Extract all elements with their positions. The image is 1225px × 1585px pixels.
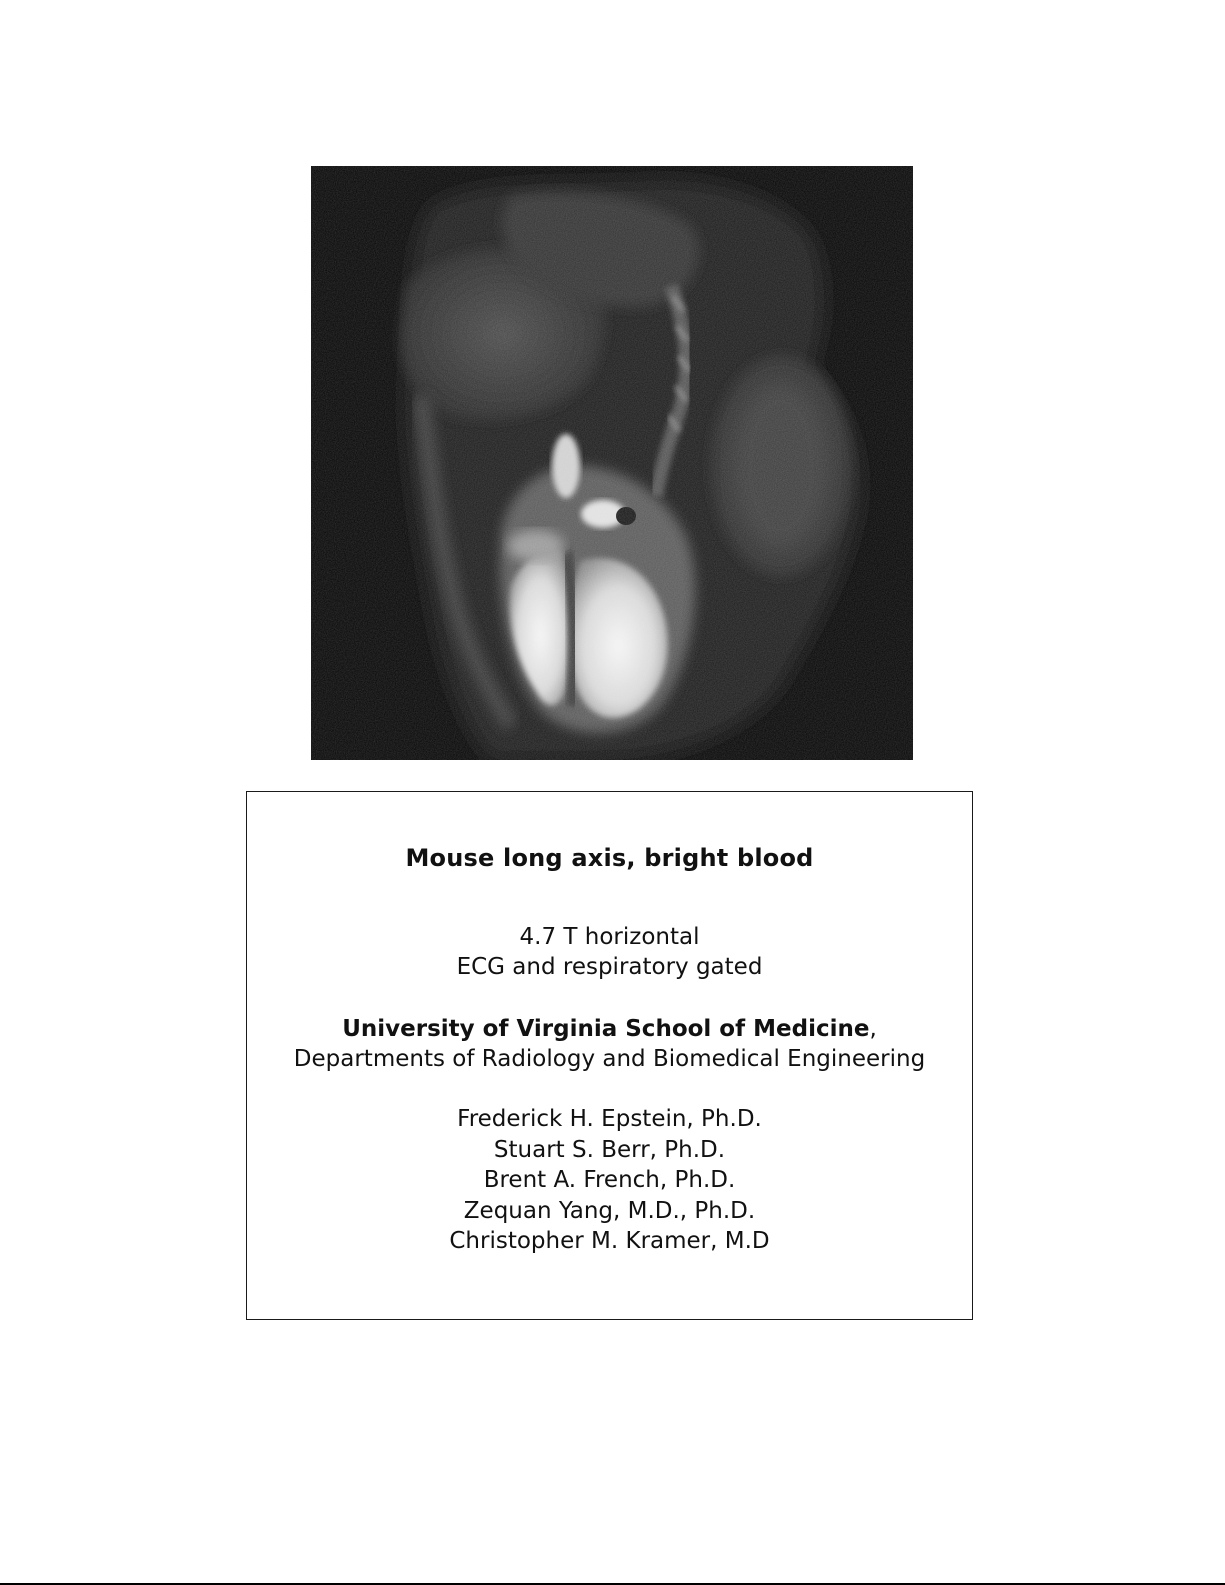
author-item: Brent A. French, Ph.D. <box>483 1167 736 1193</box>
mri-image <box>311 166 913 760</box>
departments: Departments of Radiology and Biomedical Engineering <box>293 1046 926 1072</box>
author-item: Christopher M. Kramer, M.D <box>449 1228 770 1254</box>
author-item: Zequan Yang, M.D., Ph.D. <box>463 1197 756 1224</box>
field-strength: 4.7 T horizontal <box>519 924 700 950</box>
institution-line <box>247 1014 972 1044</box>
gating-info: ECG and respiratory gated <box>456 954 763 980</box>
author-item: Stuart S. Berr, Ph.D. <box>493 1136 726 1163</box>
scan-noise <box>311 166 913 760</box>
author-item: Frederick H. Epstein, Ph.D. <box>457 1106 762 1132</box>
institution-suffix: , <box>869 1016 877 1042</box>
caption-title: Mouse long axis, bright blood <box>405 844 814 872</box>
mri-heart-scan <box>311 166 913 760</box>
caption-box <box>246 791 973 1320</box>
institution-name: University of Virginia School of Medicine <box>342 1016 870 1042</box>
author-list <box>247 1104 972 1257</box>
